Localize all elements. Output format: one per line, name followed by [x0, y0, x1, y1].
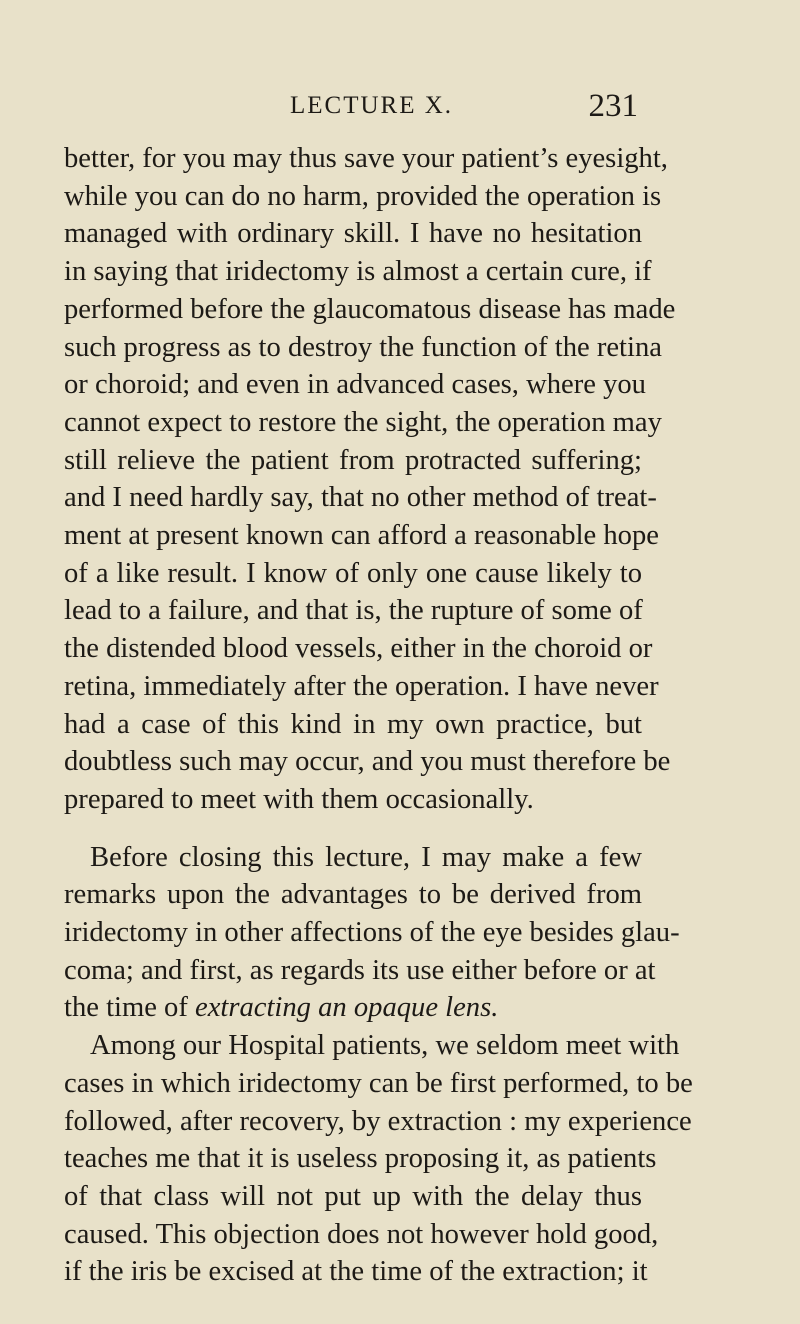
text-line: and I need hardly say, that no other method of treat-: [64, 482, 657, 514]
page-number: 231: [588, 88, 638, 124]
text-line: the distended blood vessels, either in the choroid or: [64, 633, 653, 665]
text-line: doubtless such may occur, and you must therefore be: [64, 746, 671, 778]
paragraph-1: [64, 140, 676, 819]
text-line: remarks upon the advantages to be derived from: [64, 879, 642, 911]
text-line: cases in which iridectomy can be first performed, to be: [64, 1067, 693, 1099]
italic-phrase: extracting an opaque lens.: [195, 992, 499, 1024]
paragraph-gap: [64, 819, 642, 839]
text-line: [64, 989, 642, 1027]
text-line: ment at present known can afford a reasonable hope: [64, 520, 659, 552]
page-header: [0, 88, 800, 128]
text-line: caused. This objection does not however hold good,: [64, 1218, 659, 1250]
text-line: of that class will not put up with the delay thus: [64, 1180, 642, 1212]
text-line: while you can do no harm, provided the operation is: [64, 180, 662, 212]
running-head: LECTURE X.: [290, 92, 454, 119]
text-line: such progress as to destroy the function of the retina: [64, 331, 662, 363]
paragraph-3: [64, 1027, 693, 1291]
text-line: iridectomy in other affections of the eye besides glau-: [64, 917, 680, 949]
text-line: still relieve the patient from protracted suffering;: [64, 444, 642, 476]
text-line: in saying that iridectomy is almost a certain cure, if: [64, 256, 652, 288]
text-line: had a case of this kind in my own practice, but: [64, 708, 642, 740]
text-line: followed, after recovery, by extraction : my experience: [64, 1105, 692, 1137]
text-line: cannot expect to restore the sight, the operation may: [64, 406, 662, 438]
text-line: managed with ordinary skill. I have no hesitation: [64, 218, 642, 250]
body-text: [64, 140, 693, 1291]
text-line: Among our Hospital patients, we seldom meet with: [90, 1030, 680, 1062]
text-line: Before closing this lecture, I may make a few: [90, 841, 642, 873]
text-line: teaches me that it is useless proposing it, as patients: [64, 1143, 657, 1175]
text-line: retina, immediately after the operation. I have never: [64, 670, 659, 702]
text-line: prepared to meet with them occasionally.: [64, 783, 534, 815]
text-line: performed before the glaucomatous disease has made: [64, 293, 676, 325]
paragraph-2: [64, 839, 680, 1028]
text-line-prefix: the time of: [64, 992, 196, 1024]
text-line: of a like result. I know of only one cause likely to: [64, 557, 642, 589]
text-line: if the iris be excised at the time of the extraction; it: [64, 1256, 648, 1288]
text-line: better, for you may thus save your patient’s eyesight,: [64, 143, 668, 174]
text-line: coma; and first, as regards its use either before or at: [64, 954, 656, 986]
text-line: or choroid; and even in advanced cases, where you: [64, 369, 646, 401]
text-line: lead to a failure, and that is, the rupture of some of: [64, 595, 643, 627]
